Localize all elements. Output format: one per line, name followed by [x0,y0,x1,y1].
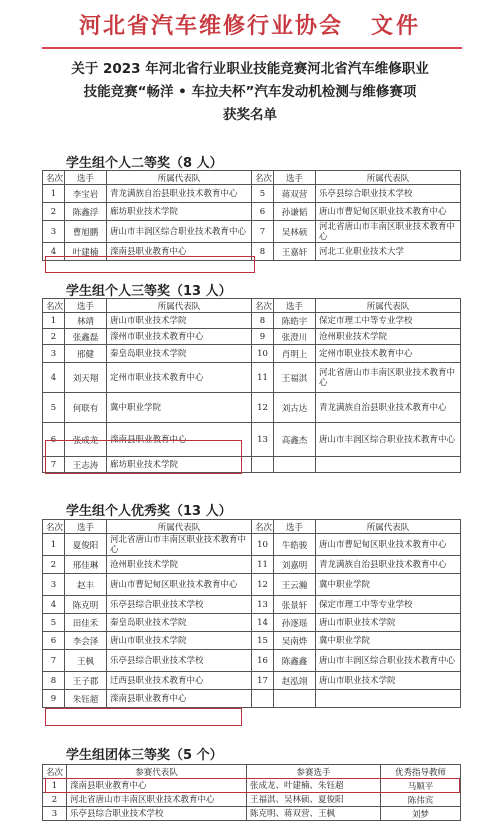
column-header: 选手 [65,171,107,185]
rank-cell: 3 [43,345,65,363]
title-line-1: 关于 2023 年河北省行业职业技能竞赛河北省汽车维修职业 [71,61,429,77]
team-cell: 保定市理工中等专业学校 [316,313,461,329]
team-cell: 王福淇、吴林硕、夏俊阳 [247,793,381,807]
team-cell: 河北省唐山市丰南区职业技术教育中心 [316,363,461,393]
contestant-cell: 张景轩 [274,596,316,614]
column-header: 所属代表队 [316,520,461,534]
contestant-cell: 陈皓宇 [274,313,316,329]
rank-cell: 15 [252,632,274,650]
contestant-cell: 田佳禾 [65,614,107,632]
table-row [43,672,461,690]
rank-cell: 10 [252,534,274,556]
team-cell: 唐山市职业技术学院 [107,632,252,650]
contestant-cell: 林靖 [65,313,107,329]
team-cell: 唐山市曹妃甸区职业技术教育中心 [107,574,252,596]
rank-cell: 8 [252,243,274,261]
contestant-cell: 陈鑫浮 [65,203,107,221]
team-cell: 沧州职业技术学院 [107,556,252,574]
column-header: 参赛选手 [247,765,381,779]
table-row [43,345,461,363]
table-row [43,596,461,614]
column-header: 名次 [43,299,65,313]
team-cell: 定州市职业技术教育中心 [107,363,252,393]
table-row [43,807,461,821]
header-divider [42,47,462,49]
rank-cell: 10 [252,345,274,363]
team-cell: 唐山市丰润区综合职业技术教育中心 [316,423,461,457]
column-header: 名次 [43,765,67,779]
table-row [43,614,461,632]
organization-name: 河北省汽车维修行业协会 文件 [78,14,422,39]
rank-cell: 2 [43,203,65,221]
team-cell: 青龙满族自治县职业技术教育中心 [316,393,461,423]
contestant-cell: 夏俊阳 [65,534,107,556]
column-header: 选手 [274,171,316,185]
rank-cell: 8 [252,313,274,329]
table-header-row [43,171,461,185]
team-cell: 冀中职业学院 [316,574,461,596]
rank-cell: 6 [43,632,65,650]
table-row [43,457,461,473]
table-row [43,393,461,423]
team-cell: 河北省唐山市丰南区职业技术教育中心 [67,793,247,807]
contestant-cell: 叶建楠 [65,243,107,261]
rank-cell: 6 [252,203,274,221]
table-row [43,221,461,243]
contestant-cell: 陈克明 [65,596,107,614]
team-cell: 唐山市曹妃甸区职业技术教育中心 [316,534,461,556]
team-cell: 青龙满族自治县职业技术教育中心 [107,185,252,203]
rank-cell: 9 [252,329,274,345]
rank-cell: 11 [252,556,274,574]
table-header-row [43,765,461,779]
team-cell: 滦南县职业教育中心 [107,423,252,457]
section-title-third-prize: 学生组个人三等奖（13 人） [66,284,232,299]
contestant-cell: 刘嘉明 [274,556,316,574]
team-cell: 保定市理工中等专业学校 [316,596,461,614]
second-prize-table [42,170,461,261]
column-header: 名次 [43,520,65,534]
rank-cell: 5 [252,185,274,203]
team-cell: 河北省唐山市丰南区职业技术教育中心 [316,221,461,243]
section-title-excellence-award: 学生组个人优秀奖（13 人） [66,504,232,519]
contestant-cell: 陈鑫鑫 [274,650,316,672]
team-cell [316,457,461,473]
contestant-cell: 张澄川 [274,329,316,345]
contestant-cell: 孙谦韬 [274,203,316,221]
team-third-prize-table [42,764,461,821]
title-line-3: 获奖名单 [223,107,277,123]
table-row [43,185,461,203]
team-cell: 河北工业职业技术大学 [316,243,461,261]
document-label: 文件 [371,14,422,39]
column-header: 所属代表队 [107,171,252,185]
section-title-team-third-prize: 学生组团体三等奖（5 个） [66,748,223,763]
contestant-cell [274,690,316,708]
table-row [43,690,461,708]
contestant-cell: 曹旭鹏 [65,221,107,243]
team-cell: 迁西县职业技术教育中心 [107,672,252,690]
column-header: 名次 [252,520,274,534]
table-row [43,779,461,793]
table-row [43,203,461,221]
rank-cell: 2 [43,556,65,574]
team-cell: 乐亭县综合职业技术学校 [316,185,461,203]
rank-cell: 13 [252,423,274,457]
column-header: 名次 [43,171,65,185]
team-cell: 秦皇岛职业技术学院 [107,345,252,363]
team-cell: 唐山市职业技术学院 [316,672,461,690]
table-row [43,363,461,393]
third-prize-table [42,298,461,473]
rank-cell: 7 [252,221,274,243]
document-header [0,0,500,48]
rank-cell: 14 [252,614,274,632]
table-row [43,650,461,672]
rank-cell: 13 [252,596,274,614]
team-cell: 唐山市职业技术学院 [107,313,252,329]
team-cell: 张成龙、叶建楠、朱钰超 [247,779,381,793]
rank-cell: 9 [43,690,65,708]
table-row [43,574,461,596]
team-cell: 滦州市职业技术教育中心 [107,329,252,345]
contestant-cell [274,457,316,473]
team-cell: 滦南县职业教育中心 [67,779,247,793]
contestant-cell: 张成龙 [65,423,107,457]
contestant-cell: 吴林硕 [274,221,316,243]
rank-cell: 5 [43,614,65,632]
team-cell: 冀中职业学院 [107,393,252,423]
table-header-row [43,299,461,313]
contestant-cell: 王福淇 [274,363,316,393]
contestant-cell: 邢佳琳 [65,556,107,574]
column-header: 选手 [65,299,107,313]
contestant-cell: 牛皓骏 [274,534,316,556]
rank-cell [252,457,274,473]
rank-cell: 12 [252,574,274,596]
contestant-cell: 王枫 [65,650,107,672]
contestant-cell: 陈伟宾 [381,793,461,807]
section-title-second-prize: 学生组个人二等奖（8 人） [66,156,223,171]
rank-cell: 1 [43,313,65,329]
team-cell: 乐亭县综合职业技术学校 [67,807,247,821]
rank-cell: 17 [252,672,274,690]
team-cell: 滦南县职业教育中心 [107,690,252,708]
rank-cell [252,690,274,708]
rank-cell: 12 [252,393,274,423]
team-cell: 滦南县职业教育中心 [107,243,252,261]
team-cell: 乐亭县综合职业技术学校 [107,596,252,614]
team-cell: 青龙满族自治县职业技术教育中心 [316,556,461,574]
contestant-cell: 王嘉轩 [274,243,316,261]
contestant-cell: 高鑫杰 [274,423,316,457]
rank-cell: 11 [252,363,274,393]
team-cell: 廊坊职业技术学院 [107,457,252,473]
rank-cell: 3 [43,574,65,596]
rank-cell: 4 [43,363,65,393]
team-cell: 乐亭县综合职业技术学校 [107,650,252,672]
column-header: 名次 [252,299,274,313]
contestant-cell: 邢健 [65,345,107,363]
contestant-cell: 吴南烨 [274,632,316,650]
column-header: 选手 [274,299,316,313]
contestant-cell: 王云瀚 [274,574,316,596]
column-header: 优秀指导教师 [381,765,461,779]
contestant-cell: 朱钰超 [65,690,107,708]
rank-cell: 4 [43,596,65,614]
table-row [43,423,461,457]
team-cell: 唐山市职业技术学院 [316,614,461,632]
table-row [43,632,461,650]
contestant-cell: 王子郡 [65,672,107,690]
rank-cell: 4 [43,243,65,261]
rank-cell: 7 [43,650,65,672]
team-cell: 唐山市曹妃甸区职业技术教育中心 [316,203,461,221]
contestant-cell: 刘天翔 [65,363,107,393]
rank-cell: 3 [43,221,65,243]
rank-cell: 8 [43,672,65,690]
rank-cell: 5 [43,393,65,423]
table-row [43,793,461,807]
document-title [40,58,460,127]
rank-cell: 2 [43,793,67,807]
team-cell: 陈克明、蒋双营、王枫 [247,807,381,821]
table-row [43,556,461,574]
table-row [43,243,461,261]
contestant-cell: 肖明上 [274,345,316,363]
table-row [43,329,461,345]
contestant-cell: 赵泓翊 [274,672,316,690]
contestant-cell: 何联有 [65,393,107,423]
team-cell: 冀中职业学院 [316,632,461,650]
contestant-cell: 蒋双营 [274,185,316,203]
column-header: 名次 [252,171,274,185]
column-header: 选手 [65,520,107,534]
team-cell: 唐山市丰润区综合职业技术教育中心 [316,650,461,672]
contestant-cell: 刘古达 [274,393,316,423]
contestant-cell: 李宝岩 [65,185,107,203]
table-row [43,534,461,556]
rank-cell: 1 [43,185,65,203]
title-line-2: 技能竞赛“畅洋 • 车拉夫杯”汽车发动机检测与维修赛项 [83,84,417,100]
rank-cell: 6 [43,423,65,457]
rank-cell: 7 [43,457,65,473]
rank-cell: 1 [43,779,67,793]
contestant-cell: 马顺平 [381,779,461,793]
column-header: 所属代表队 [316,299,461,313]
contestant-cell: 王志涛 [65,457,107,473]
column-header: 选手 [274,520,316,534]
rank-cell: 1 [43,534,65,556]
highlight-box-zhu-yuchao [45,708,242,726]
excellence-award-table [42,519,461,708]
rank-cell: 16 [252,650,274,672]
team-cell [316,690,461,708]
rank-cell: 3 [43,807,67,821]
team-cell: 定州市职业技术教育中心 [316,345,461,363]
contestant-cell: 刘梦 [381,807,461,821]
table-header-row [43,520,461,534]
team-cell: 秦皇岛职业技术学院 [107,614,252,632]
contestant-cell: 赵丰 [65,574,107,596]
team-cell: 河北省唐山市丰南区职业技术教育中心 [107,534,252,556]
column-header: 所属代表队 [107,520,252,534]
table-row [43,313,461,329]
contestant-cell: 张鑫磊 [65,329,107,345]
column-header: 所属代表队 [107,299,252,313]
team-cell: 沧州职业技术学院 [316,329,461,345]
rank-cell: 2 [43,329,65,345]
contestant-cell: 李会泽 [65,632,107,650]
team-cell: 唐山市丰润区综合职业技术教育中心 [107,221,252,243]
column-header: 参赛代表队 [67,765,247,779]
team-cell: 廊坊职业技术学院 [107,203,252,221]
column-header: 所属代表队 [316,171,461,185]
contestant-cell: 孙逐瑶 [274,614,316,632]
